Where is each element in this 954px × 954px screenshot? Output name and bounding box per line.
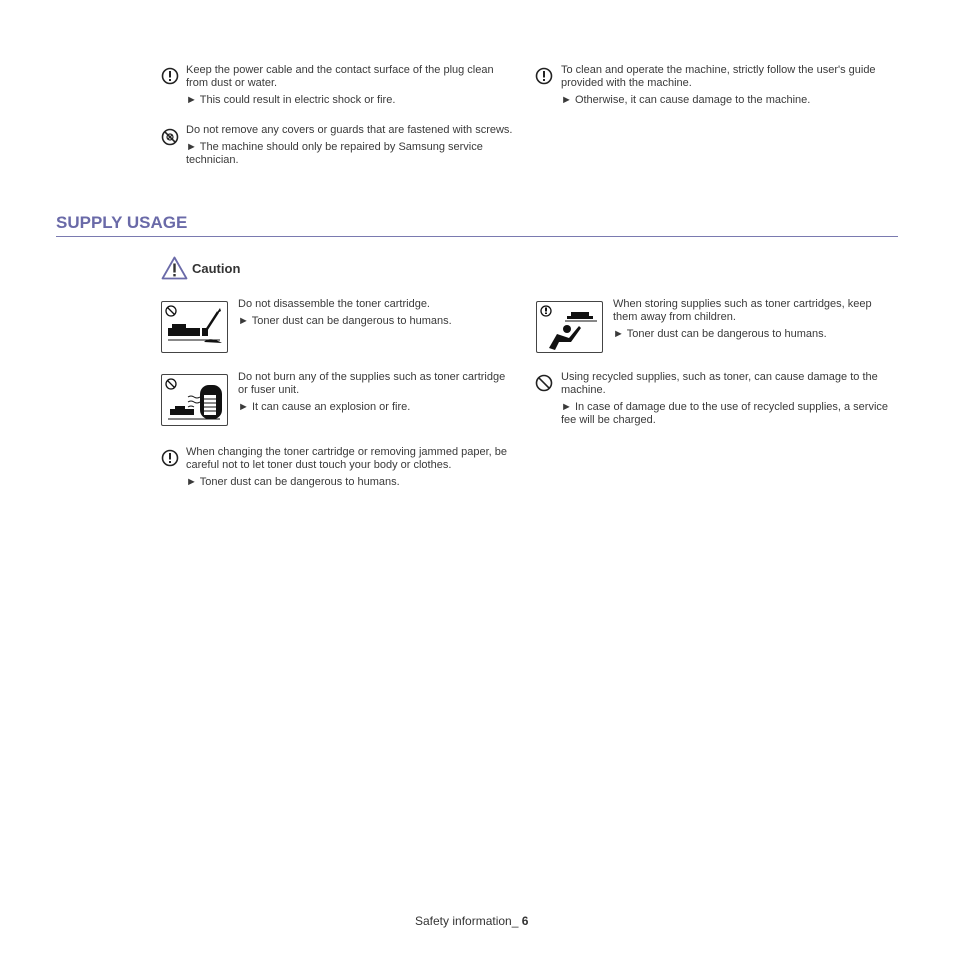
page-number: 6 (521, 914, 529, 928)
power-cable-warning (186, 64, 516, 107)
burn-supplies-warning (238, 371, 508, 414)
warning-note: ► In case of damage due to the use of recycled supplies, a service fee will be charged. (561, 401, 889, 426)
warning-text: Keep the power cable and the contact surface of the plug clean from dust or water. (186, 64, 494, 89)
section-title: SUPPLY USAGE (56, 213, 188, 232)
page-footer (415, 914, 528, 928)
prohibited-icon (535, 374, 553, 392)
warning-text: Do not remove any covers or guards that are fastened with screws. (186, 124, 513, 136)
section-divider (56, 236, 898, 237)
exclamation-circle-icon (161, 449, 179, 467)
warning-triangle-icon (161, 256, 188, 280)
warning-text: When storing supplies such as toner cartridges, keep them away from children. (613, 298, 872, 323)
warning-text: To clean and operate the machine, strictly follow the user's guide provided with the machine. (561, 64, 876, 89)
footer-label: Safety information_ (415, 914, 522, 928)
disassemble-toner-warning (238, 298, 508, 328)
warning-note: ► Otherwise, it can cause damage to the machine. (561, 94, 811, 106)
recycled-supplies-warning (561, 371, 891, 427)
warning-text: Do not disassemble the toner cartridge. (238, 298, 430, 310)
warning-note: ► Toner dust can be dangerous to humans. (238, 315, 452, 327)
toner-dust-warning (186, 446, 521, 489)
warning-note: ► The machine should only be repaired by Samsung service technician. (186, 141, 483, 166)
warning-note: ► This could result in electric shock or fire. (186, 94, 396, 106)
warning-note: ► It can cause an explosion or fire. (238, 401, 411, 413)
warning-note: ► Toner dust can be dangerous to humans. (186, 476, 400, 488)
caution-label: Caution (192, 261, 241, 276)
warning-text: When changing the toner cartridge or removing jammed paper, be careful not to let toner dust touch your body or clothes. (186, 446, 508, 471)
user-guide-warning (561, 64, 891, 107)
keep-from-children-icon (536, 301, 603, 353)
covers-warning (186, 124, 516, 167)
no-disassembly-icon (161, 128, 179, 146)
exclamation-circle-icon (535, 67, 553, 85)
children-warning (613, 298, 893, 341)
warning-text: Using recycled supplies, such as toner, can cause damage to the machine. (561, 371, 878, 396)
no-burn-toner-icon (161, 374, 228, 426)
exclamation-circle-icon (161, 67, 179, 85)
no-disassemble-toner-icon (161, 301, 228, 353)
warning-text: Do not burn any of the supplies such as toner cartridge or fuser unit. (238, 371, 506, 396)
warning-note: ► Toner dust can be dangerous to humans. (613, 328, 827, 340)
